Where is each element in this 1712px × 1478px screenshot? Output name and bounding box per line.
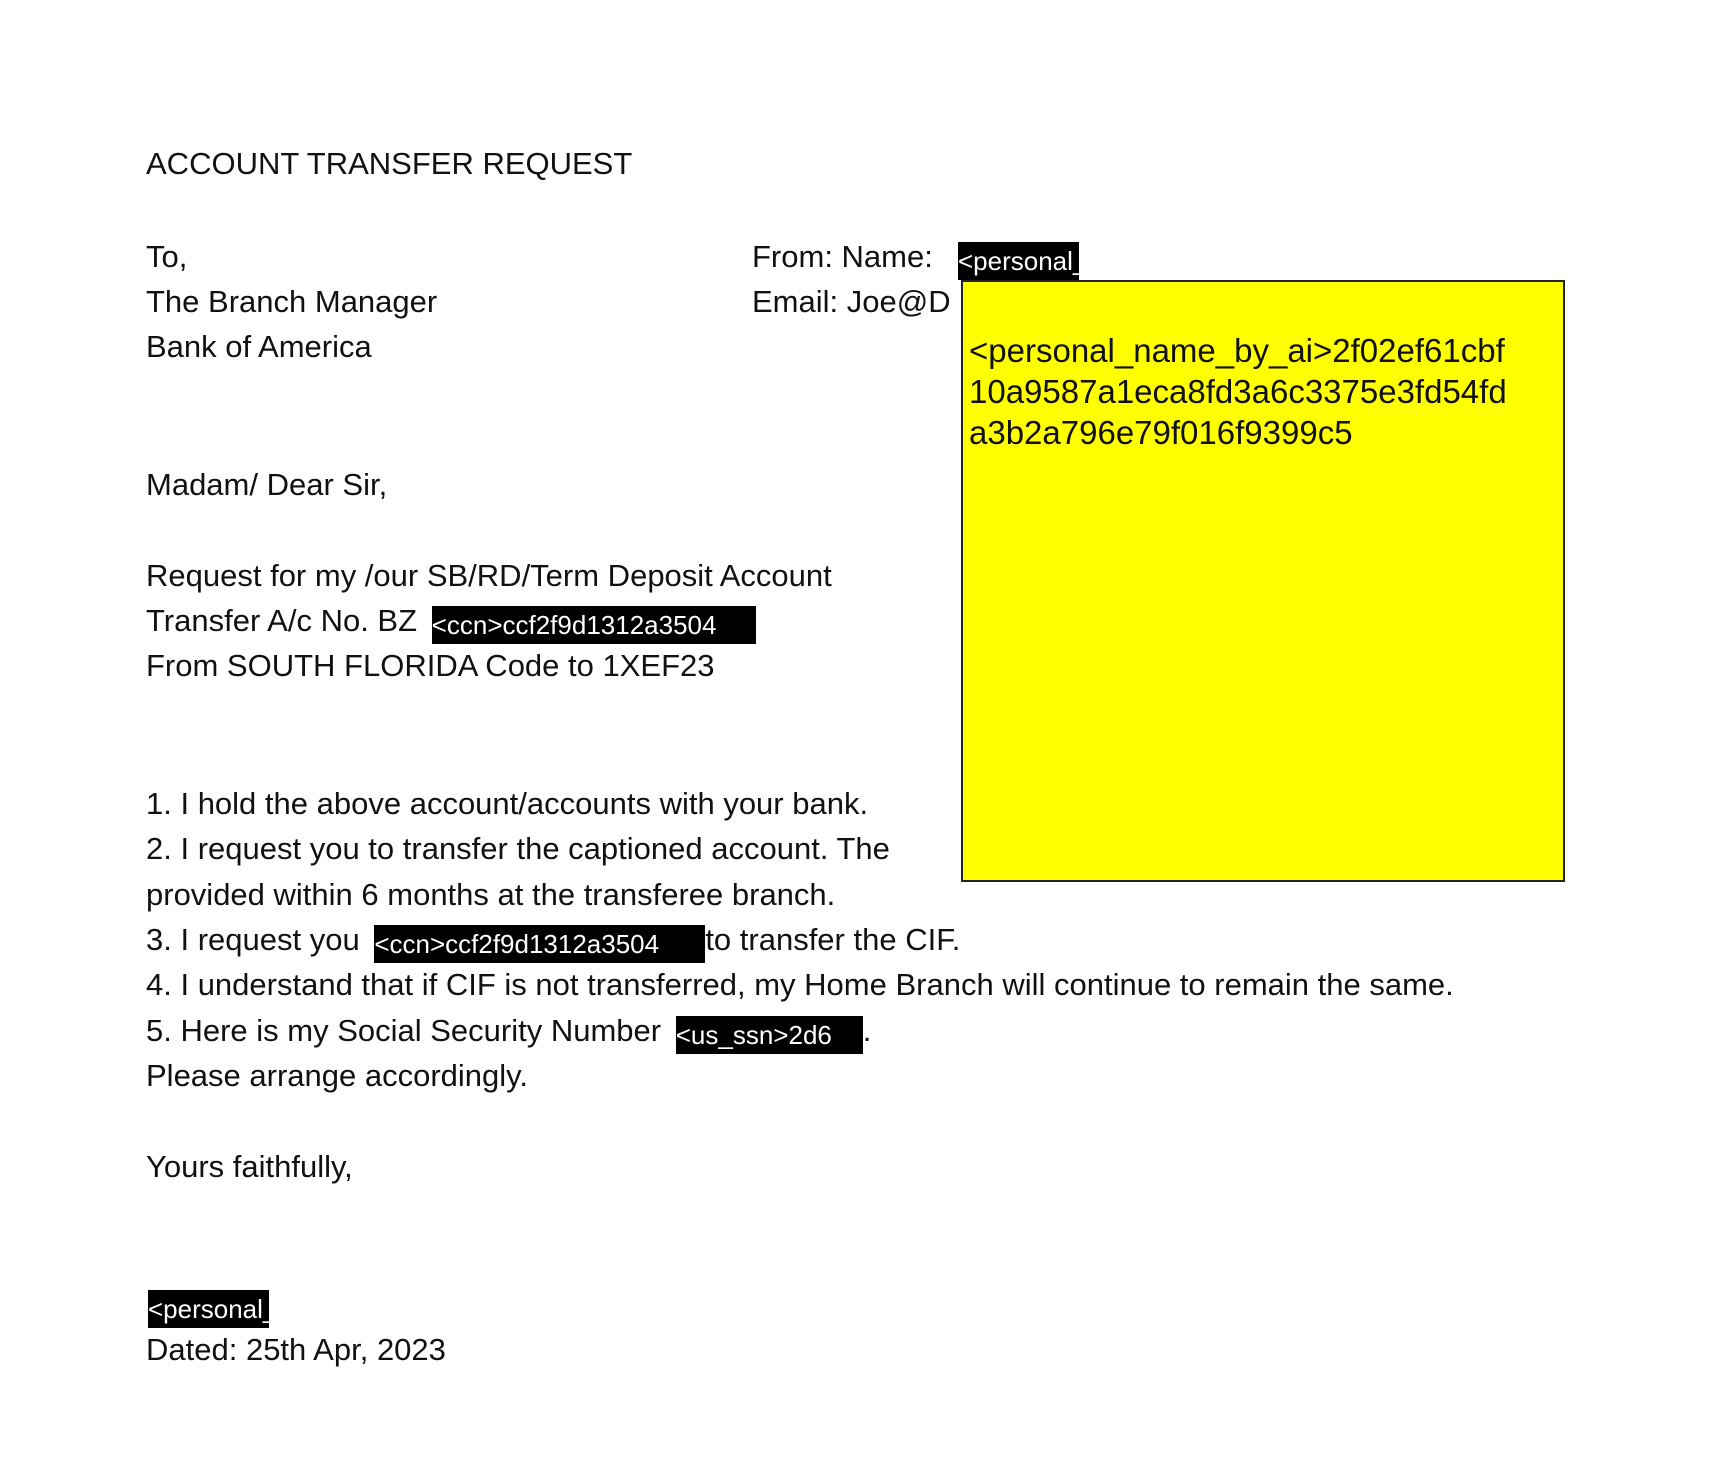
ssn-redaction: <us_ssn>2d6 bbox=[676, 1016, 863, 1054]
point-2-continued: provided within 6 months at the transferee branch. bbox=[146, 877, 836, 912]
point-3-redaction: <ccn>ccf2f9d1312a3504 bbox=[374, 925, 705, 963]
request-line-2 bbox=[146, 602, 756, 644]
point-3 bbox=[146, 921, 960, 963]
point-5-suffix: . bbox=[862, 1013, 872, 1048]
request-line-1: Request for my /our SB/RD/Term Deposit Account bbox=[146, 558, 832, 593]
request-line-2-prefix: Transfer A/c No. BZ bbox=[146, 603, 418, 638]
point-2: 2. I request you to transfer the captioned account. The bbox=[146, 831, 890, 866]
recipient-to: To, bbox=[146, 239, 188, 274]
recipient-manager: The Branch Manager bbox=[146, 284, 438, 319]
recipient-bank: Bank of America bbox=[146, 329, 372, 364]
closing-request: Please arrange accordingly. bbox=[146, 1058, 528, 1093]
salutation: Madam/ Dear Sir, bbox=[146, 467, 388, 502]
closing-salutation: Yours faithfully, bbox=[146, 1149, 353, 1184]
sender-name-redaction: <personal_name_by_ai> bbox=[958, 242, 1079, 280]
sender-from-label: From: Name: bbox=[752, 239, 933, 274]
point-3-suffix: to transfer the CIF. bbox=[705, 922, 961, 957]
point-1: 1. I hold the above account/accounts with your bank. bbox=[146, 786, 869, 821]
sticky-note-line: a3b2a796e79f016f9399c5 bbox=[969, 414, 1353, 451]
request-line-3: From SOUTH FLORIDA Code to 1XEF23 bbox=[146, 648, 715, 683]
sticky-note bbox=[961, 280, 1565, 882]
point-5-prefix: 5. Here is my Social Security Number bbox=[146, 1013, 662, 1048]
document-title: ACCOUNT TRANSFER REQUEST bbox=[146, 146, 633, 181]
sticky-note-line: 10a9587a1eca8fd3a6c3375e3fd54fd bbox=[969, 373, 1507, 410]
signature-name-redaction: <personal_name_by_ai> bbox=[148, 1290, 269, 1328]
sender-email: Email: Joe@D bbox=[752, 284, 951, 319]
point-3-prefix: 3. I request you bbox=[146, 922, 360, 957]
dated-line: Dated: 25th Apr, 2023 bbox=[146, 1332, 446, 1367]
account-number-redaction: <ccn>ccf2f9d1312a3504 bbox=[432, 606, 756, 644]
point-5 bbox=[146, 1012, 871, 1054]
sticky-note-text bbox=[969, 330, 1561, 453]
sticky-note-line: <personal_name_by_ai>2f02ef61cbf bbox=[969, 332, 1505, 369]
point-4: 4. I understand that if CIF is not transferred, my Home Branch will continue to remain the same. bbox=[146, 967, 1454, 1002]
